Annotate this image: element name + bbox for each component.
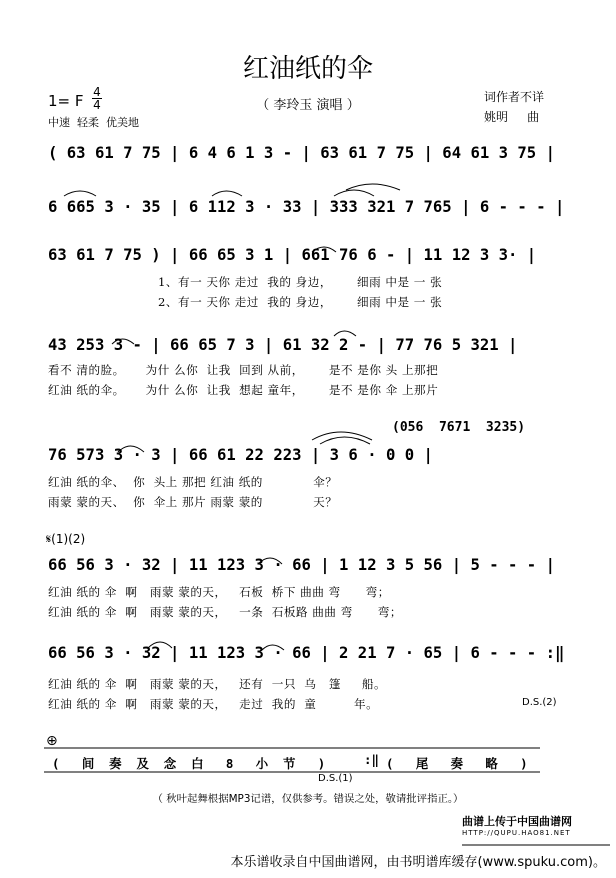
lyrics-row-6-verse-2: 红油 纸的 伞 啊 雨蒙 蒙的天， 一条 石板路 曲曲 弯 弯；: [48, 605, 402, 619]
lyrics-row-5-verse-1: 红油 纸的伞、 你 头上 那把 红油 纸的 伞？: [48, 475, 338, 489]
lyrics-row-4-verse-1: 看不 清的脸。 为什 么你 让我 回到 从前， 是不 是你 头 上那把: [48, 363, 439, 377]
time-bottom: 4: [93, 98, 101, 112]
coda-symbol: ⊕: [46, 733, 58, 749]
slur-10: [312, 432, 372, 440]
lyrics-row-3-verse-2: 2、有一 天你 走过 我的 身边， 细雨 中是 一 张: [158, 295, 443, 309]
singer: （ 李玲玉 演唱 ）: [256, 98, 360, 113]
music-row-3: 63 61 7 75 ) | 66 65 3 1 | 661 76 6 - | 11 12 3 3· |: [48, 246, 537, 264]
slur-8: [118, 446, 144, 452]
music-row-6: 66 56 3 · 32 | 11 123 3 · 66 | 1 12 3 5 56 | 5 - - - |: [48, 556, 555, 574]
music-row-4: 43 253 3 - | 66 65 7 3 | 61 32 2 - | 77 76 5 321 |: [48, 336, 518, 354]
slur-3: [334, 190, 374, 196]
slur-2: [212, 191, 242, 196]
slur-5: [312, 247, 336, 252]
music-row-5: 76 573 3 · 3 | 66 61 22 223 | 3 6 · 0 0 |: [48, 446, 433, 464]
time-top: 4: [93, 85, 101, 99]
lyrics-row-3-verse-1: 1、有一 天你 走过 我的 身边， 细雨 中是 一 张: [158, 275, 443, 289]
slur-6: [112, 339, 134, 344]
slur-11: [258, 558, 282, 564]
lyricist: 词作者不详: [484, 90, 545, 104]
music-row-7: 66 56 3 · 32 | 11 123 3 · 66 | 2 21 7 · 65 | 6 - - - :‖: [48, 644, 565, 662]
lyrics-row-4-verse-2: 红油 纸的伞。 为什 么你 让我 想起 童年， 是不 是你 伞 上那片: [48, 383, 439, 397]
slur-1: [64, 191, 96, 196]
coda-interlude: ( 间 奏 及 念 白 8 小 节 ): [52, 756, 326, 771]
music-row-1: ( 63 61 7 75 | 6 4 6 1 3 - | 63 61 7 75 | 64 61 3 75 |: [48, 144, 555, 162]
slur-13: [262, 645, 284, 650]
slur-12: [148, 642, 172, 648]
composer: 姚明 曲: [484, 110, 540, 124]
music-row-2: 6 665 3 · 35 | 6 112 3 · 33 | 333 321 7 765 | 6 - - - |: [48, 198, 565, 216]
lyrics-row-6-verse-1: 红油 纸的 伞 啊 雨蒙 蒙的天， 石板 桥下 曲曲 弯 弯；: [48, 585, 390, 599]
tempo-marking: 中速 轻柔 优美地: [48, 116, 139, 129]
coda-ending: ( 尾 奏 略 ): [386, 756, 528, 771]
song-title: 红油纸的伞: [242, 54, 373, 84]
ds-2-marking: D.S.(2): [522, 697, 557, 708]
lyrics-row-7-verse-2: 红油 纸的 伞 啊 雨蒙 蒙的天， 走过 我的 童 年。: [48, 697, 379, 711]
segno-mark: 𝄋(1)(2): [46, 532, 86, 546]
ds-1-marking: D.S.(1): [318, 773, 353, 784]
interlude-figure: (056 7671 3235): [392, 420, 526, 435]
coda-repeat: :‖: [364, 752, 379, 767]
stamp-url: HTTP://QUPU.HAO81.NET: [462, 829, 571, 837]
slur-4: [346, 184, 400, 190]
slur-7: [334, 331, 356, 336]
stamp-name: 曲谱上传于中国曲谱网: [462, 815, 572, 828]
slur-9: [320, 437, 370, 444]
key-signature: 1= F: [48, 92, 84, 110]
lyrics-row-7-verse-1: 红油 纸的 伞 啊 雨蒙 蒙的天， 还有 一只 乌 篷 船。: [48, 677, 387, 691]
footer-credit: 本乐谱收录自中国曲谱网，由书明谱库缓存(www.spuku.com)。: [230, 855, 606, 870]
transcription-note: （ 秋叶起舞根据MP3记谱，仅供参考。错误之处，敬请批评指正。）: [152, 793, 464, 805]
lyrics-row-5-verse-2: 雨蒙 蒙的天、 你 伞上 那片 雨蒙 蒙的 天？: [48, 495, 338, 509]
